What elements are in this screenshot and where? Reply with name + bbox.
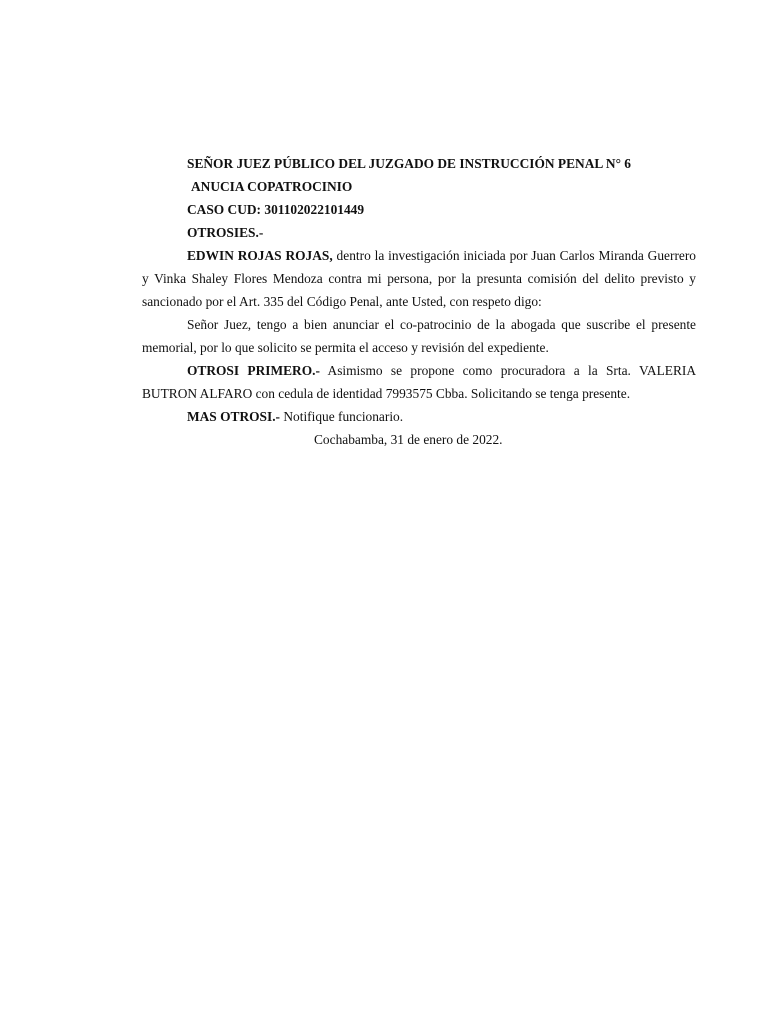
otrosies-heading: OTROSIES.- [187, 225, 264, 240]
subject-heading: ANUCIA COPATROCINIO [191, 179, 353, 194]
place-date: Cochabamba, 31 de enero de 2022. [314, 432, 503, 447]
request-text: Señor Juez, tengo a bien anunciar el co-patrocinio de la abogada que suscribe el presente memorial, por lo que solicito se permita el acceso y revisión del expediente. [142, 317, 696, 355]
petitioner-name: EDWIN ROJAS ROJAS, [187, 248, 333, 263]
paragraph-request [142, 313, 696, 359]
document-page [142, 152, 696, 451]
otrosi-primero-label: OTROSI PRIMERO.- [187, 363, 320, 378]
mas-otrosi-label: MAS OTROSI.- [187, 409, 281, 424]
paragraph-mas-otrosi [142, 405, 696, 428]
paragraph-introduction [142, 244, 696, 313]
case-number: CASO CUD: 301102022101449 [187, 202, 365, 217]
otrosi-primero-text: Asimismo se propone como procuradora a la Srta. VALERIA BUTRON ALFARO con cedula de identidad 7993575 Cbba. Solicitando se tenga presente. [142, 363, 697, 401]
mas-otrosi-text: Notifique funcionario. [280, 409, 404, 424]
introduction-text: dentro la investigación iniciada por Juan Carlos Miranda Guerrero y Vinka Shaley Flores Mendoza contra mi persona, por la presunta comisión del delito previsto y sancionado por el Art. 335 del Código Penal, ante Usted, con respeto digo: [142, 248, 697, 309]
paragraph-otrosi-primero [142, 359, 696, 405]
court-heading: SEÑOR JUEZ PÚBLICO DEL JUZGADO DE INSTRUCCIÓN PENAL N° 6 [187, 156, 631, 171]
